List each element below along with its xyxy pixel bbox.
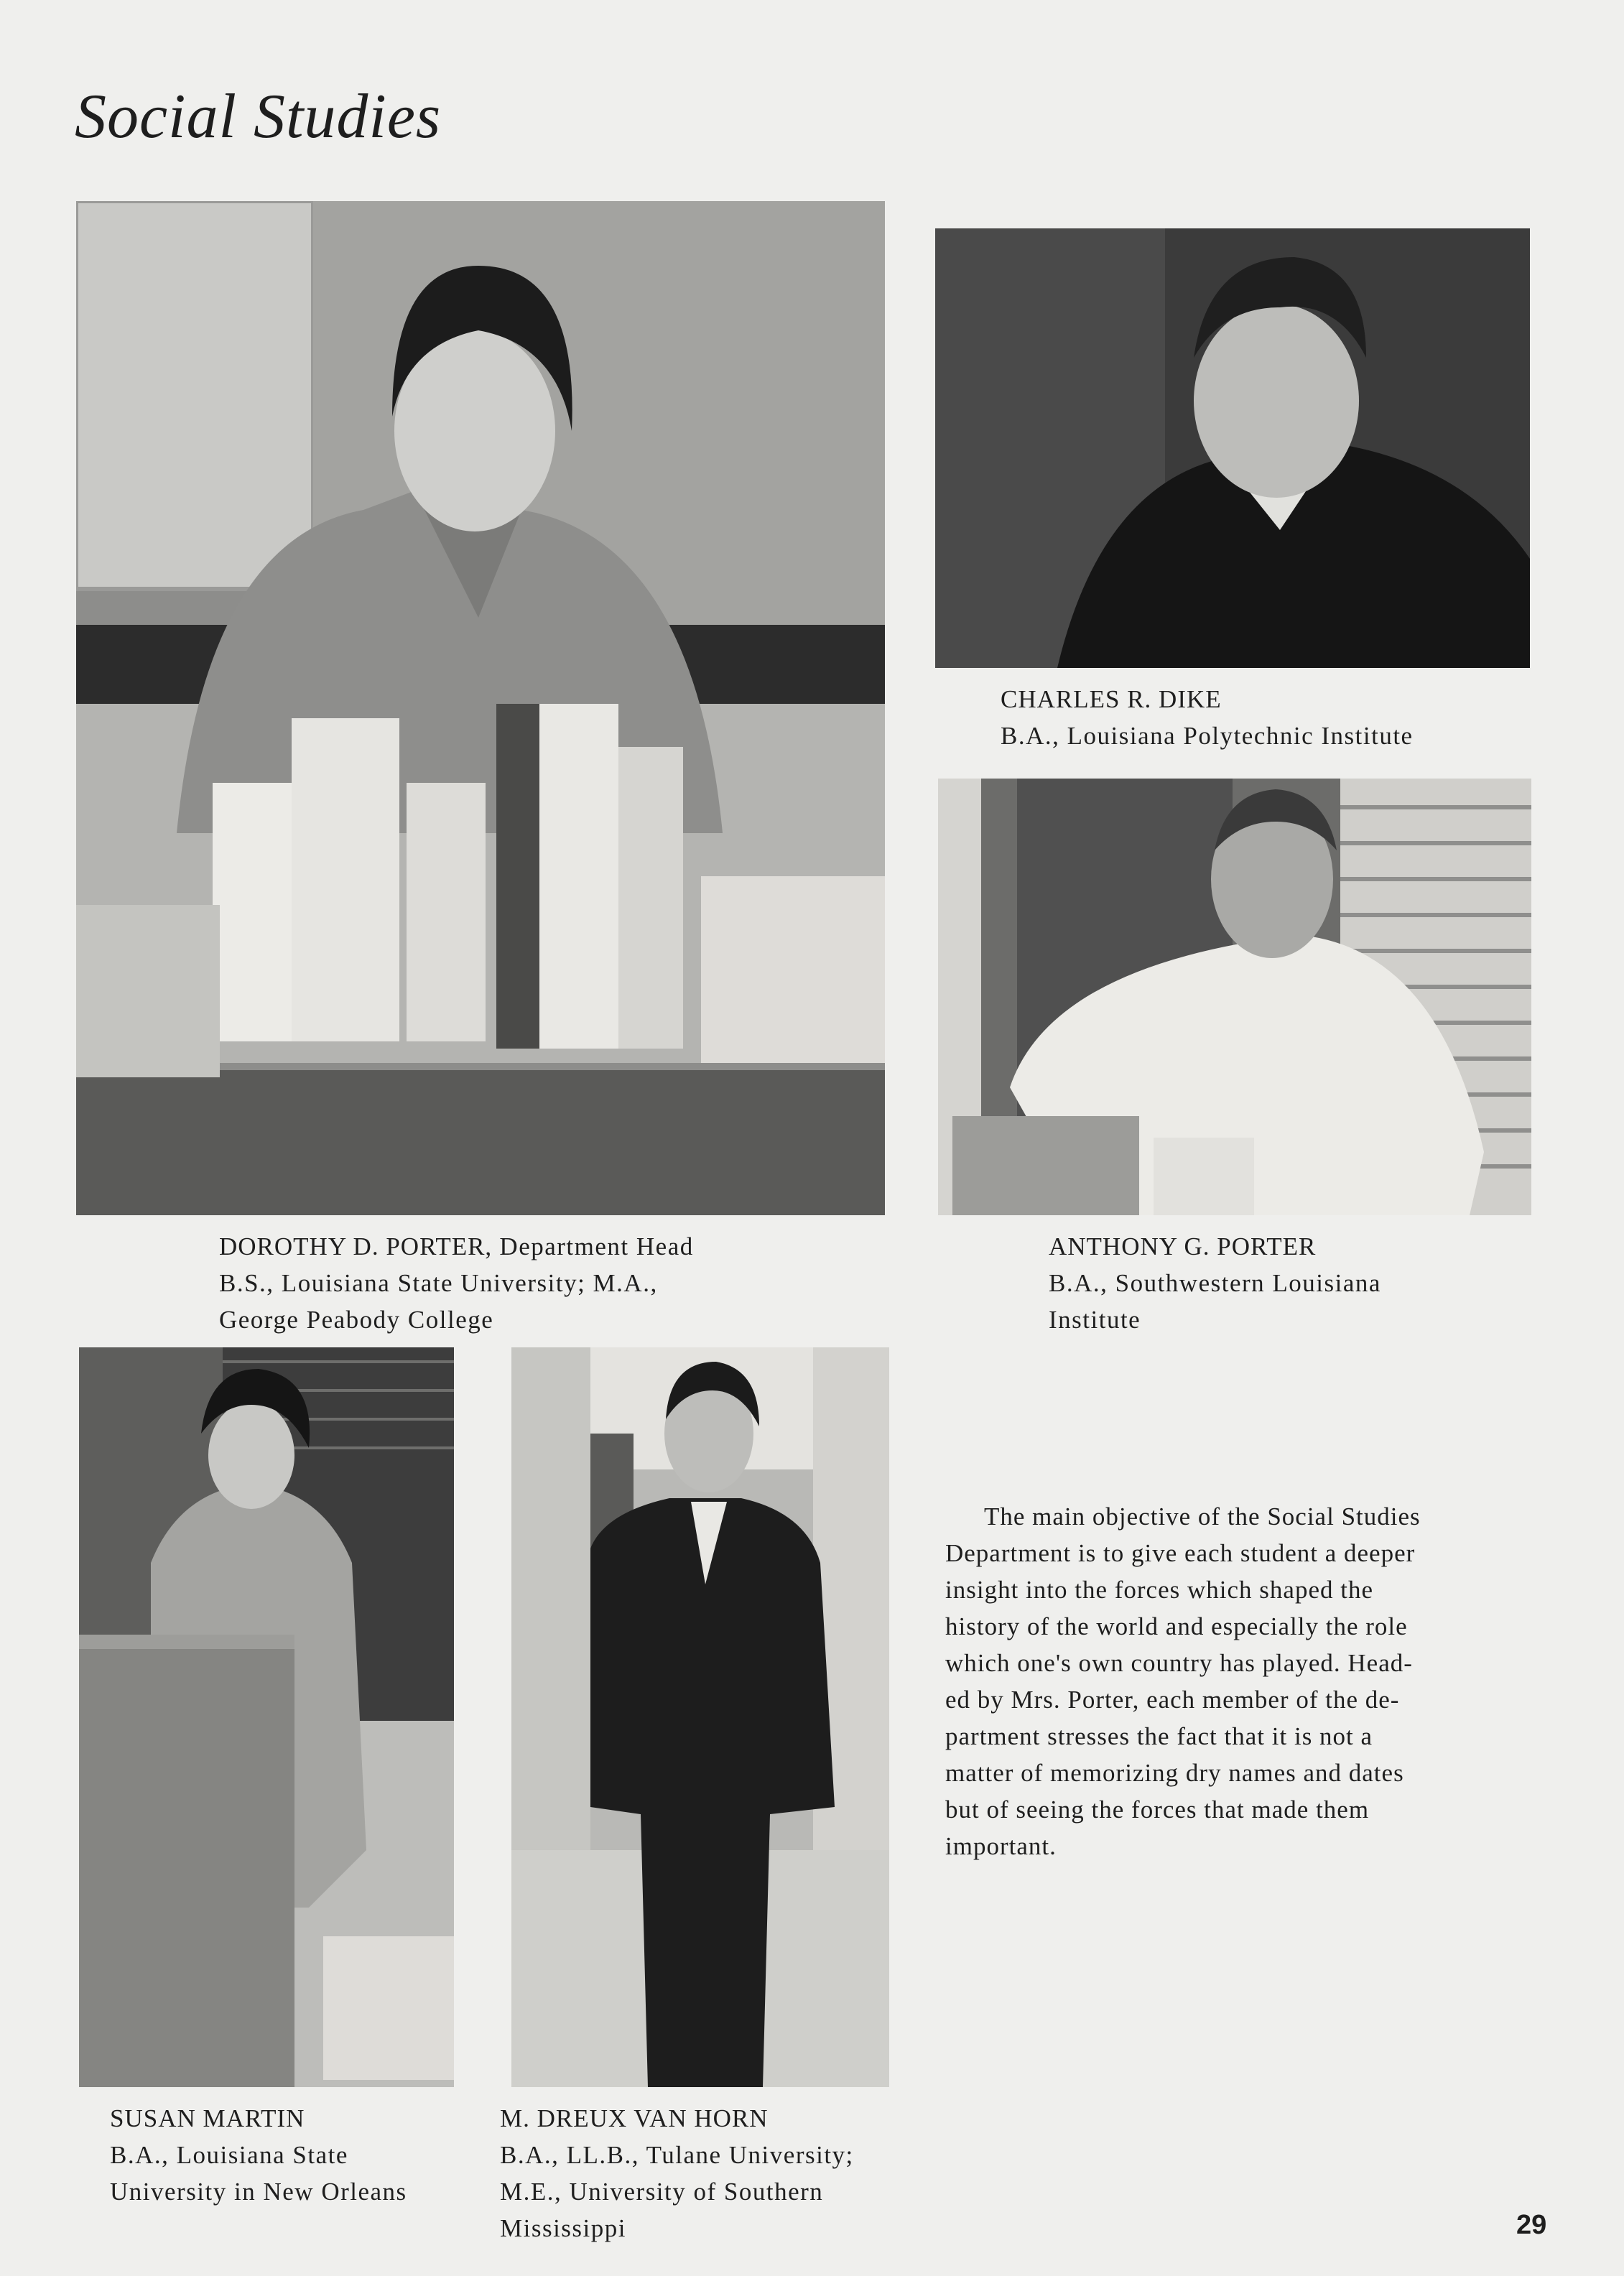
- department-description: [945, 1498, 1498, 1864]
- description-line: but of seeing the forces that made them: [945, 1796, 1370, 1824]
- faculty-name: CHARLES R. DIKE: [1001, 685, 1222, 713]
- photo-charles-dike: [935, 228, 1530, 668]
- faculty-credential: B.A., Southwestern Louisiana: [1049, 1269, 1381, 1297]
- caption-dreux-van-horn: [500, 2100, 854, 2247]
- description-line: which one's own country has played. Head-: [945, 1649, 1413, 1677]
- faculty-credential: B.S., Louisiana State University; M.A.,: [219, 1269, 658, 1297]
- caption-susan-martin: [110, 2100, 407, 2210]
- caption-dorothy-porter: [219, 1228, 694, 1338]
- faculty-credential: Institute: [1049, 1306, 1141, 1334]
- faculty-credential: B.A., LL.B., Tulane University;: [500, 2141, 854, 2169]
- description-line: The main objective of the Social Studies: [984, 1502, 1421, 1531]
- description-line: ed by Mrs. Porter, each member of the de-: [945, 1686, 1400, 1714]
- faculty-credential: Mississippi: [500, 2214, 626, 2242]
- photo-dreux-van-horn: [511, 1347, 889, 2087]
- faculty-name: M. DREUX VAN HORN: [500, 2104, 769, 2132]
- description-line: partment stresses the fact that it is not a: [945, 1722, 1373, 1750]
- faculty-credential: George Peabody College: [219, 1306, 494, 1334]
- faculty-credential: B.A., Louisiana State: [110, 2141, 348, 2169]
- photo-dorothy-porter: [76, 201, 885, 1215]
- photo-susan-martin: [79, 1347, 454, 2087]
- faculty-name: DOROTHY D. PORTER,: [219, 1232, 493, 1260]
- caption-charles-dike: [1001, 681, 1414, 754]
- photo-anthony-porter: [938, 779, 1531, 1215]
- faculty-credential: M.E., University of Southern: [500, 2178, 824, 2206]
- faculty-name: SUSAN MARTIN: [110, 2104, 305, 2132]
- description-line: history of the world and especially the role: [945, 1612, 1408, 1640]
- faculty-credential: B.A., Louisiana Polytechnic Institute: [1001, 722, 1414, 750]
- faculty-role: Department Head: [499, 1232, 694, 1260]
- faculty-name: ANTHONY G. PORTER: [1049, 1232, 1317, 1260]
- description-line: Department is to give each student a deeper: [945, 1539, 1416, 1567]
- faculty-credential: University in New Orleans: [110, 2178, 407, 2206]
- page-title: Social Studies: [75, 82, 442, 152]
- description-line: important.: [945, 1832, 1057, 1860]
- description-line: matter of memorizing dry names and dates: [945, 1759, 1404, 1787]
- description-line: insight into the forces which shaped the: [945, 1576, 1373, 1604]
- caption-anthony-porter: [1049, 1228, 1381, 1338]
- page-number: 29: [1516, 2210, 1547, 2240]
